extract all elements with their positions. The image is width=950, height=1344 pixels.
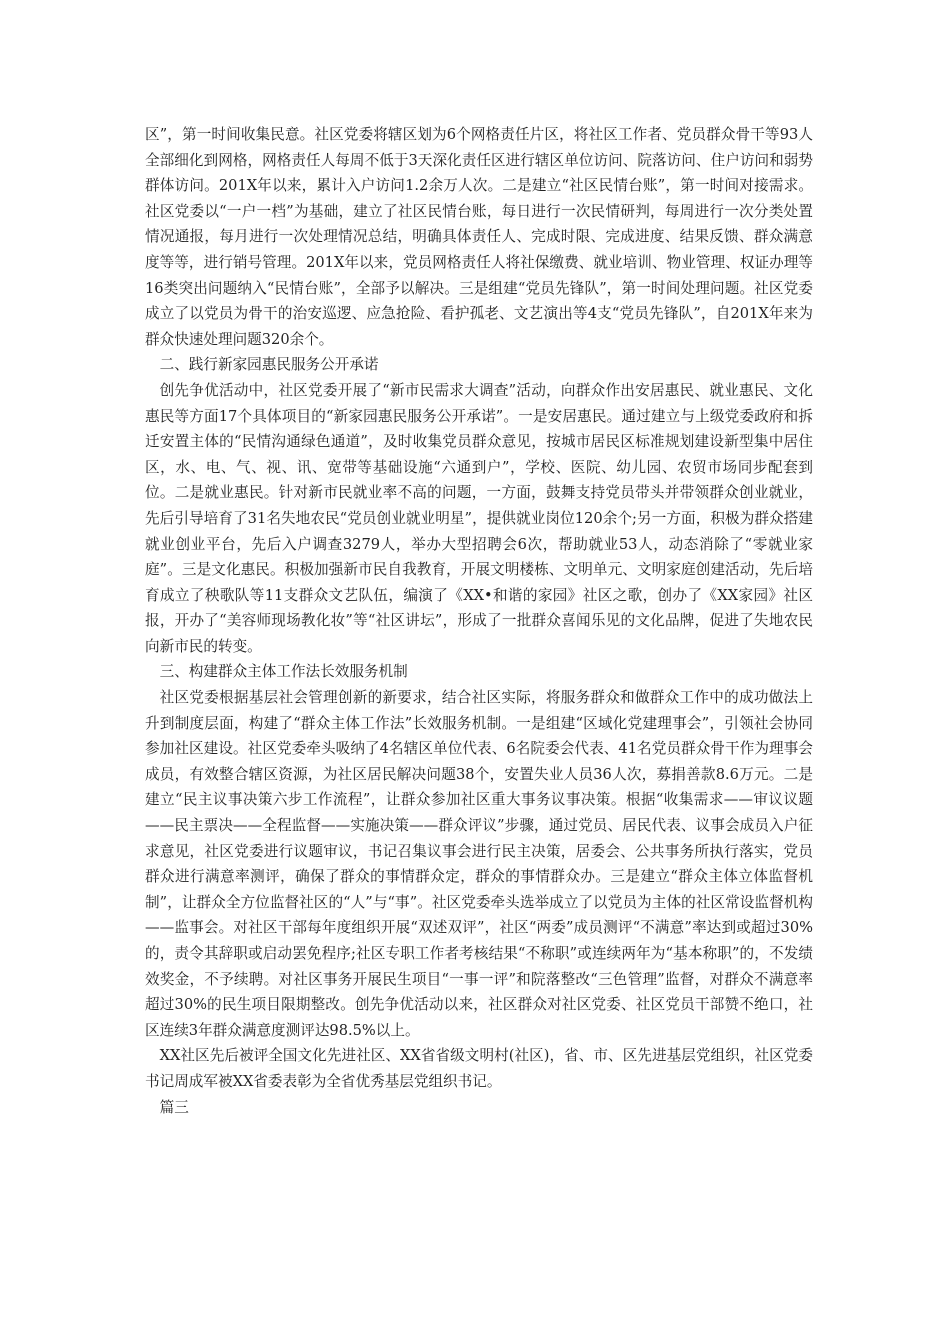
section-heading-2: 二、践行新家园惠民服务公开承诺 [159,356,379,374]
chapter-heading-part-3: 篇三 [159,1098,189,1116]
paragraph-continuation: 区”，第一时间收集民意。社区党委将辖区划为6个网格责任片区，将社区工作者、党员群众骨干等93人全部细化到网格，网格责任人每周不低于3天深化责任区进行辖区单位访问、院落访问、住户访问和弱势群体访问。201X年以来，累计入户访问1.2余万人次。二是建立“社区民情台账”，第一时间对接需求。社区党委以“一户一档”为基础，建立了社区民情台账，每日进行一次民情研判，每周进行一次分类处置情况通报，每月进行一次处理情况总结，明确具体责任人、完成时限、完成进度、结果反馈、群众满意度等等，进行销号管理。201X年以来，党员网格责任人将社保缴费、就业培训、物业管理、权证办理等16类突出问题纳入“民情台账”，全部予以解决。三是组建“党员先锋队”，第一时间处理问题。社区党委成立了以党员为骨干的治安巡逻、应急抢险、看护孤老、文艺演出等4支“党员先锋队”，自201X年来为群众快速处理问题320余个。 [145,126,813,348]
document-body [145,122,813,1120]
section-heading-3: 三、构建群众主体工作法长效服务机制 [159,663,408,681]
paragraph-section-3: 社区党委根据基层社会管理创新的新要求，结合社区实际，将服务群众和做群众工作中的成功做法上升到制度层面，构建了“群众主体工作法”长效服务机制。一是组建“区域化党建理事会”，引领社会协同参加社区建设。社区党委牵头吸纳了4名辖区单位代表、6名院委会代表、41名党员群众骨干作为理事会成员，有效整合辖区资源，为社区居民解决问题38个，安置失业人员36人次，募捐善款8.6万元。二是建立“民主议事决策六步工作流程”，让群众参加社区重大事务议事决策。根据“收集需求——审议议题——民主票决——全程监督——实施决策——群众评议”步骤，通过党员、居民代表、议事会成员入户征求意见，社区党委进行议题审议，书记召集议事会进行民主决策，居委会、公共事务所执行落实，党员群众进行满意率测评，确保了群众的事情群众定，群众的事情群众办。三是建立“群众主体立体监督机制”，让群众全方位监督社区的“人”与“事”。社区党委牵头选举成立了以党员为主体的社区常设监督机构——监事会。对社区干部每年度组织开展“双述双评”，社区“两委”成员测评“不满意”率达到或超过30%的，责令其辞职或启动罢免程序;社区专职工作者考核结果“不称职”或连续两年为“基本称职”的，不发绩效奖金，不予续聘。对社区事务开展民生项目“一事一评”和院落整改“三色管理”监督，对群众不满意率超过30%的民生项目限期整改。创先争优活动以来，社区群众对社区党委、社区党员干部赞不绝口，社区连续3年群众满意度测评达98.5%以上。 [145,689,813,1039]
paragraph-section-2: 创先争优活动中，社区党委开展了“新市民需求大调查”活动，向群众作出安居惠民、就业惠民、文化惠民等方面17个具体项目的“新家园惠民服务公开承诺”。一是安居惠民。通过建立与上级党委政府和拆迁安置主体的“民情沟通绿色通道”，及时收集党员群众意见，按城市居民区标准规划建设新型集中居住区，水、电、气、视、讯、宽带等基础设施“六通到户”，学校、医院、幼儿园、农贸市场同步配套到位。二是就业惠民。针对新市民就业率不高的问题，一方面，鼓舞支持党员带头并带领群众创业就业，先后引导培育了31名失地农民“党员创业就业明星”，提供就业岗位120余个;另一方面，积极为群众搭建就业创业平台，先后入户调查3279人，举办大型招聘会6次，帮助就业53人，动态消除了“零就业家庭”。三是文化惠民。积极加强新市民自我教育，开展文明楼栋、文明单元、文明家庭创建活动，先后培育成立了秧歌队等11支群众文艺队伍，编演了《XX•和谐的家园》社区之歌，创办了《XX家园》社区报，开办了“美容师现场教化妆”等“社区讲坛”，形成了一批群众喜闻乐见的文化品牌，促进了失地农民向新市民的转变。 [145,381,813,655]
paragraph-honors: XX社区先后被评全国文化先进社区、XX省省级文明村(社区)，省、市、区先进基层党组织，社区党委书记周成军被XX省委表彰为全省优秀基层党组织书记。 [145,1047,813,1090]
